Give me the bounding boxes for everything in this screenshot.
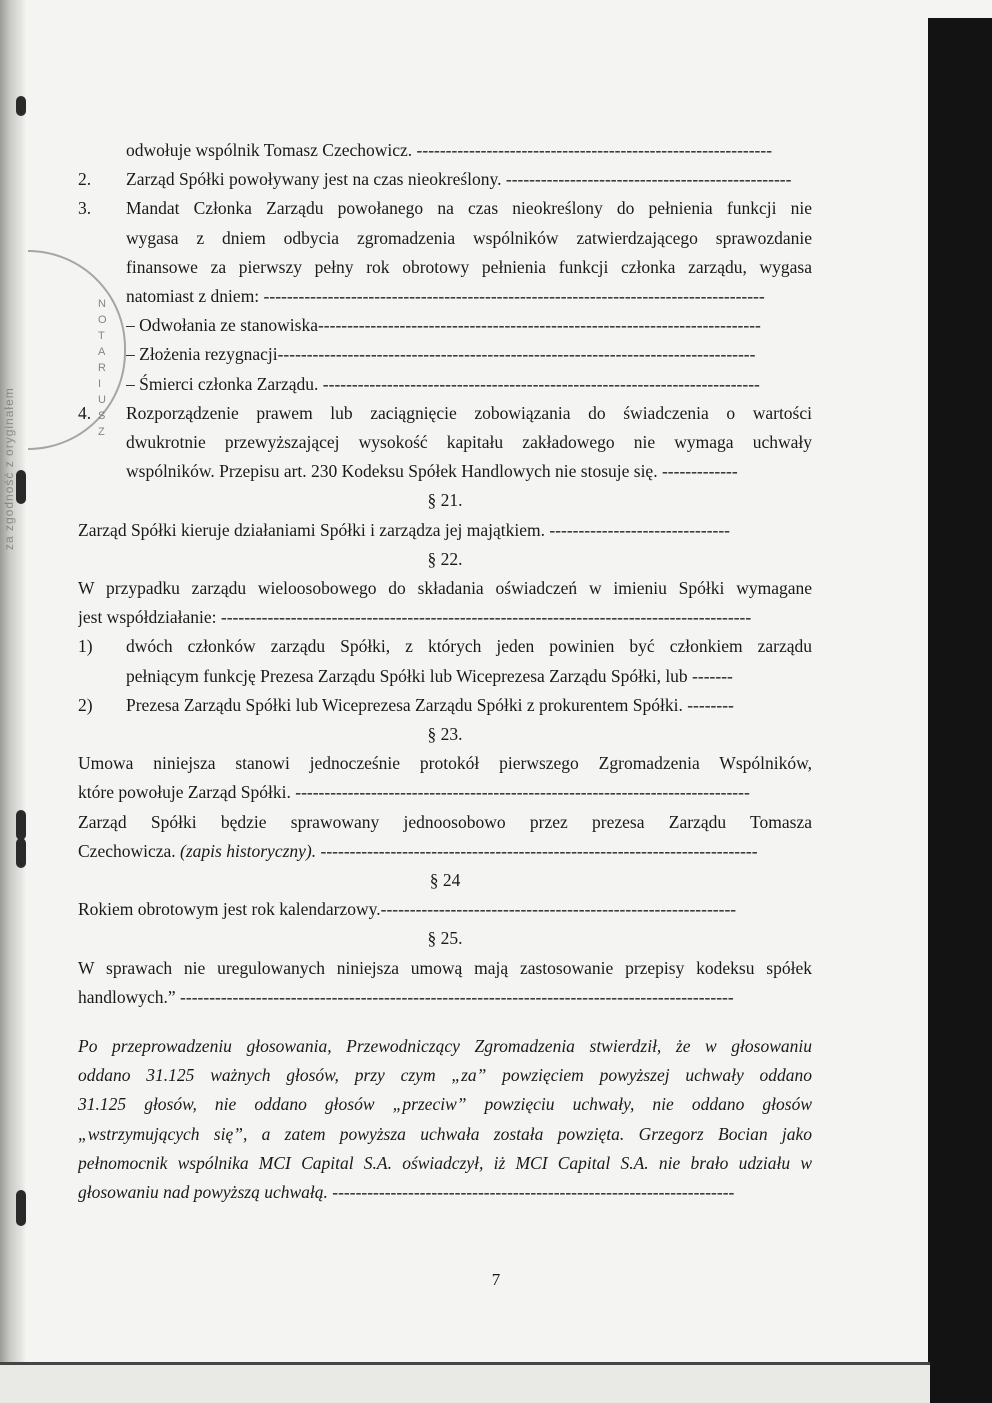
vote-paragraph-line: 31.125 głosów, nie oddano głosów „przeciw” powzięciu uchwały, nie oddano głosów (78, 1094, 812, 1115)
vote-paragraph-line: głosowaniu nad powyższą uchwałą. --------------------------------------------------------------------- (78, 1182, 735, 1202)
list-item-line: natomiast z dniem: -------------------------------------------------------------------------------------- (126, 286, 765, 306)
punch-hole-icon (16, 810, 26, 840)
stamp-letter: I (98, 378, 102, 390)
scan-bottom-strip (0, 1365, 930, 1403)
paragraph-line: Umowa niniejsza stanowi jednocześnie protokół pierwszego Zgromadzenia Wspólników, (78, 753, 812, 774)
stamp-letter: A (98, 346, 106, 358)
dash-filler: --------------------------------------------------------------------------- (316, 840, 758, 861)
text-span: Czechowicza. (78, 840, 181, 861)
vote-paragraph-line: pełnomocnik wspólnika MCI Capital S.A. oświadczył, iż MCI Capital S.A. nie brało udziału w (78, 1152, 812, 1173)
sub-list-item: – Odwołania ze stanowiska---------------------------------------------------------------------------- (126, 315, 761, 336)
historical-note: (zapis historyczny). (180, 840, 317, 861)
punch-hole-icon (16, 96, 26, 116)
list-item-line: dwukrotnie przewyższającej wysokość kapitału zakładowego nie wymaga uchwały (126, 432, 812, 452)
sub-list-item: – Śmierci członka Zarządu. --------------------------------------------------------------------------- (126, 373, 760, 394)
list-item-line: Mandat Członka Zarządu powołanego na czas nieokreślony do pełnienia funkcji nie (126, 198, 812, 219)
section-heading: § 24 (429, 870, 461, 890)
stamp-letter: Z (98, 426, 105, 438)
list-item-line: Rozporządzenie prawem lub zaciągnięcie zobowiązania do świadczenia o wartości (126, 402, 812, 423)
vote-paragraph-line: Po przeprowadzeniu głosowania, Przewodniczący Zgromadzenia stwierdził, że w głosowaniu (78, 1036, 812, 1056)
list-item-line: wspólników. Przepisu art. 230 Kodeksu Spółek Handlowych nie stosuje się. ------------- (126, 461, 738, 482)
paragraph-line (78, 839, 812, 863)
list-item-line: Prezesa Zarządu Spółki lub Wiceprezesa Zarządu Spółki z prokurentem Spółki. -------- (126, 694, 734, 715)
paragraph-line: jest współdziałanie: ------------------------------------------------------------------------------------------- (78, 607, 752, 628)
stamp-letter: N (98, 298, 106, 310)
punch-hole-icon (16, 838, 26, 868)
list-item-line: wygasa z dniem odbycia zgromadzenia wspólników zatwierdzającego sprawozdanie (126, 227, 812, 248)
list-number: 4. (78, 402, 92, 423)
list-item-line: dwóch członków zarządu Spółki, z których jeden powinien być członkiem zarządu (126, 636, 812, 657)
paragraph-line: Zarząd Spółki będzie sprawowany jednoosobowo przez prezesa Zarządu Tomasza (78, 811, 812, 832)
margin-note: za zgodność z oryginałem (2, 387, 16, 550)
list-item-line: finansowe za pierwszy pełny rok obrotowy pełnienia funkcji członka zarządu, wygasa (126, 256, 812, 277)
section-heading: § 21. (427, 490, 463, 511)
list-item-line: pełniącym funkcję Prezesa Zarządu Spółki lub Wiceprezesa Zarządu Spółki, lub ------- (126, 665, 733, 686)
list-number: 1) (78, 636, 93, 657)
section-heading: § 22. (427, 548, 463, 569)
list-number: 2. (78, 169, 92, 190)
list-item-line: odwołuje wspólnik Tomasz Czechowicz. ------------------------------------------------------------- (126, 140, 773, 160)
stamp-letter: O (98, 314, 107, 326)
stamp-letters (98, 296, 114, 440)
paragraph-line: W sprawach nie uregulowanych niniejsza umową mają zastosowanie przepisy kodeksu spółek (78, 957, 812, 978)
paragraph-line: Rokiem obrotowym jest rok kalendarzowy.------------------------------------------------------------- (78, 899, 737, 920)
scan-top-gap (928, 0, 992, 18)
paragraph-line: które powołuje Zarząd Spółki. ------------------------------------------------------------------------------ (78, 782, 750, 803)
vote-paragraph-line: oddano 31.125 ważnych głosów, przy czym „za” powzięciem powyższej uchwały oddano (78, 1065, 812, 1086)
vote-paragraph-line: „wstrzymujących się”, a zatem powyższa uchwała została powzięta. Grzegorz Bocian jako (78, 1123, 812, 1144)
list-number: 2) (78, 694, 93, 715)
paragraph-line: Zarząd Spółki kieruje działaniami Spółki i zarządza jej majątkiem. ------------------------------- (78, 519, 731, 540)
stamp-letter: U (98, 394, 106, 406)
list-number: 3. (78, 198, 92, 219)
sub-list-item: – Złożenia rezygnacji---------------------------------------------------------------------------------- (126, 344, 756, 365)
page-number: 7 (491, 1270, 501, 1289)
stamp-letter: R (98, 362, 106, 374)
stamp-letter: S (98, 410, 106, 422)
paragraph-line: handlowych.” ----------------------------------------------------------------------------------------------- (78, 986, 734, 1007)
stamp-letter: T (98, 330, 105, 342)
section-heading: § 23. (427, 724, 463, 744)
section-heading: § 25. (427, 928, 463, 949)
list-item-line: Zarząd Spółki powoływany jest na czas nieokreślony. ------------------------------------------------- (126, 169, 792, 190)
paragraph-line: W przypadku zarządu wieloosobowego do składania oświadczeń w imieniu Spółki wymagane (78, 578, 812, 598)
punch-hole-icon (16, 1190, 26, 1226)
scan-right-band (928, 18, 992, 1403)
